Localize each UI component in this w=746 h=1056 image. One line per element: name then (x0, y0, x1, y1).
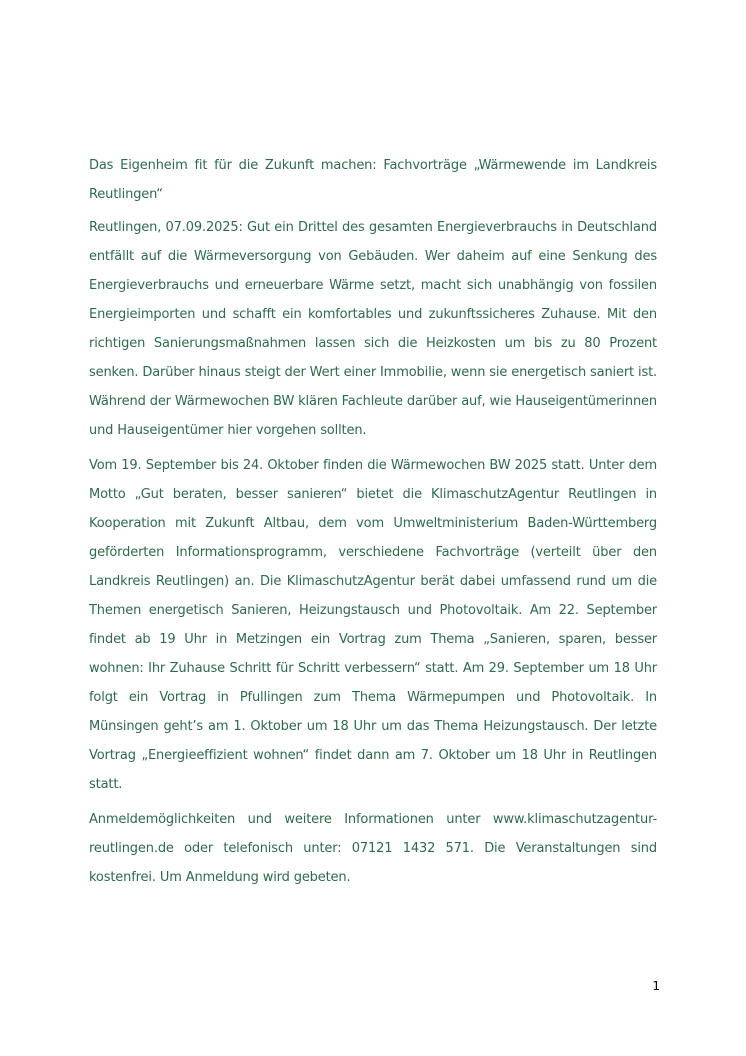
document-body (89, 151, 657, 898)
page-number: 1 (652, 979, 660, 993)
paragraph-registration: Anmeldemöglichkeiten und weitere Informationen unter www.klimaschutzagentur-reutlingen.de oder telefonisch unter: 07121 1432 571. Die Veranstaltungen sind kostenfrei. Um Anmeldung wird gebeten. (89, 812, 657, 885)
paragraph-events: Vom 19. September bis 24. Oktober finden die Wärmewochen BW 2025 statt. Unter dem Motto „Gut beraten, besser sanieren“ bietet die KlimaschutzAgentur Reutlingen in Kooperation mit Zukunft Altbau, dem vom Umweltministerium Baden-Württemberg geförderten Informationsprogramm, verschiedene Fachvorträge (verteilt über den Landkreis Reutlingen) an. Die KlimaschutzAgentur berät dabei umfassend rund um die Themen energetisch Sanieren, Heizungstausch und Photovoltaik. Am 22. September findet ab 19 Uhr in Metzingen ein Vortrag zum Thema „Sanieren, sparen, besser wohnen: Ihr Zuhause Schritt für Schritt verbessern“ statt. Am 29. September um 18 Uhr folgt ein Vortrag in Pfullingen zum Thema Wärmepumpen und Photovoltaik. In Münsingen geht’s am 1. Oktober um 18 Uhr um das Thema Heizungstausch. Der letzte Vortrag „Energieeffizient wohnen“ findet dann am 7. Oktober um 18 Uhr in Reutlingen statt. (89, 458, 657, 792)
paragraph-intro: Reutlingen, 07.09.2025: Gut ein Drittel des gesamten Energieverbrauchs in Deutschland entfällt auf die Wärmeversorgung von Gebäuden. Wer daheim auf eine Senkung des Energieverbrauchs und erneuerbare Wärme setzt, macht sich unabhängig von fossilen Energieimporten und schafft ein komfortables und zukunftssicheres Zuhause. Mit den richtigen Sanierungsmaßnahmen lassen sich die Heizkosten um bis zu 80 Prozent senken. Darüber hinaus steigt der Wert einer Immobilie, wenn sie energetisch saniert ist. Während der Wärmewochen BW klären Fachleute darüber auf, wie Hauseigentümerinnen und Hauseigentümer hier vorgehen sollten. (89, 220, 657, 438)
document-title: Das Eigenheim fit für die Zukunft machen: Fachvorträge „Wärmewende im Landkreis Reutlingen“ (89, 158, 657, 202)
